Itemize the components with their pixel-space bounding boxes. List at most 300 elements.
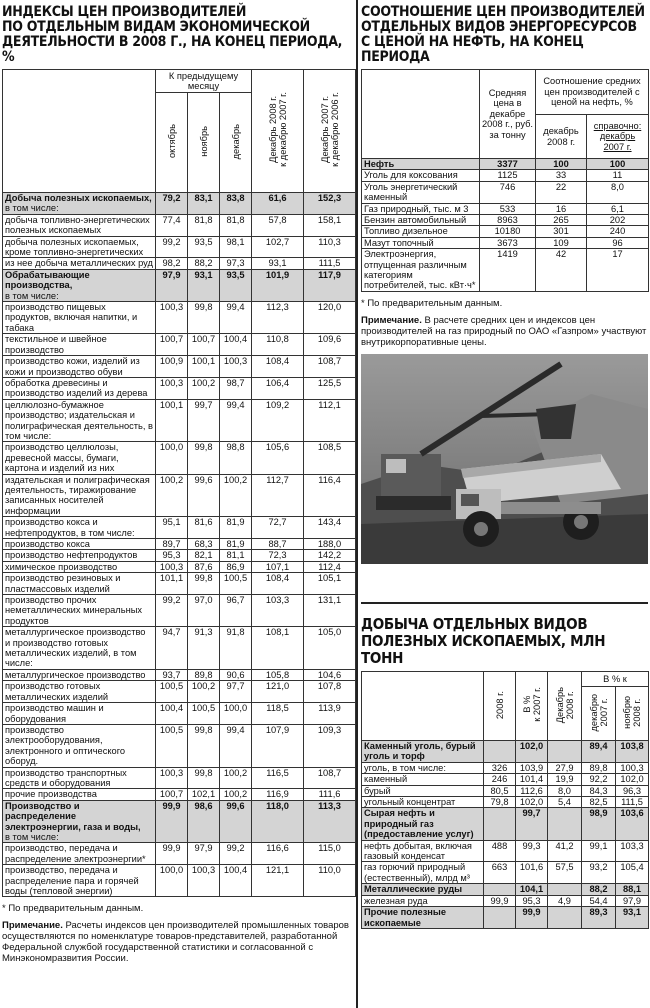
cell-value: 86,9	[220, 561, 252, 572]
cell-value: 5,4	[548, 797, 582, 808]
cell-value: 54,4	[582, 895, 616, 906]
cell-value: 99,8	[188, 302, 220, 334]
cell-value: 110,0	[304, 865, 356, 897]
cell-value: 42	[536, 249, 587, 292]
cell-value: 99,1	[582, 840, 616, 862]
table-row	[3, 517, 356, 539]
cell-value: 57,8	[252, 214, 304, 236]
header-prev-month: К предыдущему месяцу	[156, 70, 252, 93]
cell-value: 89,4	[582, 741, 616, 763]
cell-value: 95,1	[156, 517, 188, 539]
header-pct-2007: В % к 2007 г.	[516, 672, 548, 741]
header-empty	[362, 672, 484, 741]
cell-value: 88,7	[252, 539, 304, 550]
cell-value: 117,9	[304, 269, 356, 301]
cell-value: 90,6	[220, 669, 252, 680]
table-row	[3, 561, 356, 572]
cell-value: 84,3	[582, 785, 616, 796]
row-label: целлюлозно-бумажное производство; издательская и полиграфическая деятельность, в том числе:	[3, 399, 156, 442]
cell-value: 97,9	[188, 843, 220, 865]
cell-value: 81,6	[188, 517, 220, 539]
cell-value: 8,0	[587, 181, 649, 203]
mining-table	[361, 671, 649, 929]
row-label: из нее добыча металлических руд	[3, 258, 156, 269]
cell-value: 89,8	[188, 669, 220, 680]
cell-value: 97,3	[220, 258, 252, 269]
cell-value: 100,7	[156, 789, 188, 800]
table-row	[3, 214, 356, 236]
cell-value: 301	[536, 226, 587, 237]
price-index-footnote: * По предварительным данным.	[2, 903, 144, 915]
cell-value: 11	[587, 170, 649, 181]
cell-value: 93,1	[616, 907, 649, 929]
cell-value: 152,3	[304, 193, 356, 215]
cell-value: 8,0	[548, 785, 582, 796]
cell-value: 91,3	[188, 627, 220, 670]
cell-value: 103,9	[516, 762, 548, 773]
cell-value: 98,8	[220, 442, 252, 474]
row-label: Топливо дизельное	[362, 226, 480, 237]
row-label: Прочие полезные ископаемые	[362, 907, 484, 929]
row-label: бурый	[362, 785, 484, 796]
cell-value: 22	[536, 181, 587, 203]
cell-value: 88,1	[616, 884, 649, 895]
table-row	[362, 181, 649, 203]
row-label: производство целлюлозы, древесной массы, бумаги, картона и изделий из них	[3, 442, 156, 474]
row-label: металлургическое производство	[3, 669, 156, 680]
table-row	[3, 539, 356, 550]
cell-value	[484, 808, 516, 840]
cell-value	[484, 884, 516, 895]
cell-value: 103,6	[616, 808, 649, 840]
cell-value: 72,7	[252, 517, 304, 539]
row-label: Обрабатывающие производства, в том числе:	[3, 269, 156, 301]
cell-value	[548, 907, 582, 929]
section-divider	[361, 602, 648, 604]
table-row	[3, 334, 356, 356]
table-row	[3, 681, 356, 703]
table-row	[3, 236, 356, 258]
cell-value: 100,1	[188, 356, 220, 378]
row-label: Добыча полезных ископаемых, в том числе:	[3, 193, 156, 215]
cell-value: 89,8	[582, 762, 616, 773]
row-label: производство прочих неметаллических минеральных продуктов	[3, 595, 156, 627]
cell-value: 100,2	[220, 474, 252, 517]
row-label: химическое производство	[3, 561, 156, 572]
header-2008: 2008 г.	[484, 672, 516, 741]
energy-ratio-table	[361, 69, 649, 292]
cell-value: 100,0	[156, 865, 188, 897]
cell-value: 116,4	[304, 474, 356, 517]
cell-value: 100,4	[220, 865, 252, 897]
cell-value: 100,2	[220, 789, 252, 800]
cell-value: 100,0	[220, 703, 252, 725]
cell-value: 118,0	[252, 800, 304, 843]
cell-value: 100,2	[188, 377, 220, 399]
mining-title: ДОБЫЧА ОТДЕЛЬНЫХ ВИДОВ ПОЛЕЗНЫХ ИСКОПАЕМЫХ, МЛН ТОНН	[361, 615, 606, 667]
cell-value: 103,8	[616, 741, 649, 763]
cell-value: 108,7	[304, 356, 356, 378]
cell-value: 116,5	[252, 767, 304, 789]
cell-value: 102,0	[616, 774, 649, 785]
cell-value: 81,9	[220, 539, 252, 550]
row-label: Уголь энергетический каменный	[362, 181, 480, 203]
cell-value: 93,5	[220, 269, 252, 301]
cell-value: 108,1	[252, 627, 304, 670]
cell-value: 100,4	[156, 703, 188, 725]
cell-value: 111,5	[616, 797, 649, 808]
header-ref-dec-2007: справочно: декабрь 2007 г.	[587, 115, 649, 159]
cell-value: 100,9	[156, 356, 188, 378]
table-row	[3, 789, 356, 800]
table-row	[3, 669, 356, 680]
cell-value: 101,6	[516, 862, 548, 884]
energy-footnote: * По предварительным данным.	[361, 297, 503, 309]
cell-value: 108,4	[252, 573, 304, 595]
cell-value: 102,0	[516, 797, 548, 808]
cell-value: 101,4	[516, 774, 548, 785]
cell-value: 265	[536, 215, 587, 226]
cell-value: 99,4	[220, 399, 252, 442]
cell-value: 8963	[480, 215, 536, 226]
cell-value: 109,2	[252, 399, 304, 442]
cell-value	[548, 741, 582, 763]
cell-value: 99,2	[220, 843, 252, 865]
cell-value: 107,8	[304, 681, 356, 703]
cell-value: 87,6	[188, 561, 220, 572]
table-row	[362, 907, 649, 929]
table-row	[362, 884, 649, 895]
table-row	[3, 193, 356, 215]
cell-value: 109,6	[304, 334, 356, 356]
cell-value: 188,0	[304, 539, 356, 550]
cell-value: 82,5	[582, 797, 616, 808]
cell-value: 111,6	[304, 789, 356, 800]
cell-value: 113,3	[304, 800, 356, 843]
table-row	[3, 627, 356, 670]
cell-value: 105,8	[252, 669, 304, 680]
row-label: железная руда	[362, 895, 484, 906]
cell-value: 112,6	[516, 785, 548, 796]
cell-value: 100,5	[220, 573, 252, 595]
cell-value: 100,3	[156, 561, 188, 572]
cell-value: 96,7	[220, 595, 252, 627]
header-avg-price: Средняя цена в декабре 2008 г., руб. за тонну	[480, 70, 536, 159]
cell-value: 746	[480, 181, 536, 203]
cell-value: 105,6	[252, 442, 304, 474]
table-row	[362, 840, 649, 862]
cell-value: 112,1	[304, 399, 356, 442]
table-row	[362, 203, 649, 214]
cell-value	[484, 741, 516, 763]
table-row	[362, 808, 649, 840]
cell-value: 125,5	[304, 377, 356, 399]
table-row	[362, 159, 649, 170]
row-label: текстильное и швейное производство	[3, 334, 156, 356]
cell-value: 107,1	[252, 561, 304, 572]
cell-value: 111,5	[304, 258, 356, 269]
row-label: производство кокса и нефтепродуктов, в том числе:	[3, 517, 156, 539]
cell-value: 115,0	[304, 843, 356, 865]
cell-value: 79,2	[156, 193, 188, 215]
cell-value: 99,2	[156, 236, 188, 258]
table-row	[3, 377, 356, 399]
cell-value: 99,7	[516, 808, 548, 840]
cell-value: 116,6	[252, 843, 304, 865]
table-row	[3, 573, 356, 595]
energy-ratio-section	[361, 0, 648, 564]
table-row	[3, 843, 356, 865]
cell-value: 89,7	[156, 539, 188, 550]
table-row	[362, 762, 649, 773]
table-row	[3, 258, 356, 269]
cell-value: 112,4	[304, 561, 356, 572]
cell-value: 99,9	[484, 895, 516, 906]
cell-value: 102,1	[188, 789, 220, 800]
cell-value: 100,3	[156, 377, 188, 399]
cell-value: 533	[480, 203, 536, 214]
row-label: производство, передача и распределение электроэнергии*	[3, 843, 156, 865]
price-index-section	[2, 0, 355, 964]
cell-value: 142,2	[304, 550, 356, 561]
header-october: октябрь	[156, 93, 188, 193]
cell-value: 100,2	[220, 767, 252, 789]
cell-value: 100,3	[220, 356, 252, 378]
cell-value	[484, 907, 516, 929]
cell-value: 100,7	[188, 334, 220, 356]
header-dec-2006: Декабрь 2007 г. к декабрю 2006 г.	[304, 70, 356, 193]
cell-value: 107,9	[252, 724, 304, 767]
row-label: производство машин и оборудования	[3, 703, 156, 725]
cell-value: 121,0	[252, 681, 304, 703]
row-label: угольный концентрат	[362, 797, 484, 808]
header-dec-2008: Декабрь 2008 г.	[548, 672, 582, 741]
cell-value: 27,9	[548, 762, 582, 773]
row-label: обработка древесины и производство изделий из дерева	[3, 377, 156, 399]
cell-value: 158,1	[304, 214, 356, 236]
cell-value: 99,8	[188, 442, 220, 474]
mining-excavator-dump-truck-photo-icon	[361, 354, 648, 564]
cell-value: 100,3	[156, 767, 188, 789]
cell-value: 92,2	[582, 774, 616, 785]
price-index-note: Примечание. Расчеты индексов цен производителей промышленных товаров осуществляются по номенклатуре товаров-представителей, разработанной Федеральной службой государственной статистики и согласованной с Минэкономразвития России.	[2, 920, 349, 965]
cell-value: 98,9	[582, 808, 616, 840]
cell-value: 1419	[480, 249, 536, 292]
cell-value: 99,9	[156, 843, 188, 865]
cell-value: 89,3	[582, 907, 616, 929]
cell-value: 100	[536, 159, 587, 170]
cell-value: 100,3	[616, 762, 649, 773]
cell-value: 81,9	[220, 517, 252, 539]
cell-value: 99,9	[516, 907, 548, 929]
cell-value: 94,7	[156, 627, 188, 670]
price-index-title: ИНДЕКСЫ ЦЕН ПРОИЗВОДИТЕЛЕЙ ПО ОТДЕЛЬНЫМ ВИДАМ ЭКОНОМИЧЕСКОЙ ДЕЯТЕЛЬНОСТИ В 2008 Г., НА КОНЕЦ ПЕРИОДА, %	[2, 4, 343, 65]
cell-value: 100,3	[188, 865, 220, 897]
cell-value: 103,3	[252, 595, 304, 627]
table-row	[362, 170, 649, 181]
row-label: производство кокса	[3, 539, 156, 550]
row-label: нефть добытая, включая газовый конденсат	[362, 840, 484, 862]
cell-value: 99,2	[156, 595, 188, 627]
cell-value: 100,0	[156, 442, 188, 474]
row-label: добыча полезных ископаемых, кроме топливно-энергетических	[3, 236, 156, 258]
cell-value: 91,8	[220, 627, 252, 670]
table-row	[362, 741, 649, 763]
cell-value: 100	[587, 159, 649, 170]
cell-value: 100,2	[156, 474, 188, 517]
table-row	[3, 800, 356, 843]
cell-value: 33	[536, 170, 587, 181]
row-label: производство транспортных средств и оборудования	[3, 767, 156, 789]
row-label: уголь, в том числе:	[362, 762, 484, 773]
cell-value: 10180	[480, 226, 536, 237]
cell-value: 97,9	[616, 895, 649, 906]
cell-value: 101,9	[252, 269, 304, 301]
row-label: производство электрооборудования, электронного и оптического оборуд.	[3, 724, 156, 767]
energy-note: Примечание. В расчете средних цен и индексов цен производителей на газ природный по ОАО «Газпром» участвуют внутрикорпоративные цены.	[361, 314, 647, 348]
table-row	[362, 862, 649, 884]
header-december: декабрь	[220, 93, 252, 193]
cell-value: 81,8	[220, 214, 252, 236]
table-row	[3, 550, 356, 561]
row-label: Газ природный, тыс. м 3	[362, 203, 480, 214]
row-label: Металлические руды	[362, 884, 484, 895]
table-row	[362, 895, 649, 906]
table-row	[3, 474, 356, 517]
mining-section	[361, 608, 648, 929]
header-dec-2007: Декабрь 2008 г. к декабрю 2007 г.	[252, 70, 304, 193]
cell-value: 80,5	[484, 785, 516, 796]
header-empty	[362, 70, 480, 159]
header-dec-2008: декабрь 2008 г.	[536, 115, 587, 159]
row-label: Нефть	[362, 159, 480, 170]
cell-value: 100,2	[188, 681, 220, 703]
table-row	[3, 595, 356, 627]
row-label: Мазут топочный	[362, 237, 480, 248]
cell-value: 83,8	[220, 193, 252, 215]
cell-value: 112,3	[252, 302, 304, 334]
mining-photo	[361, 354, 648, 564]
table-row	[362, 785, 649, 796]
row-label: Производство и распределение электроэнергии, газа и воды, в том числе:	[3, 800, 156, 843]
cell-value: 100,5	[156, 681, 188, 703]
table-row	[362, 797, 649, 808]
cell-value: 81,8	[188, 214, 220, 236]
cell-value: 100,3	[156, 302, 188, 334]
table-row	[362, 237, 649, 248]
cell-value	[548, 808, 582, 840]
cell-value: 105,4	[616, 862, 649, 884]
cell-value: 3673	[480, 237, 536, 248]
row-label: Уголь для коксования	[362, 170, 480, 181]
cell-value: 98,2	[156, 258, 188, 269]
cell-value: 105,0	[304, 627, 356, 670]
cell-value: 99,8	[188, 724, 220, 767]
row-label: Сырая нефть и природный газ (предоставление услуг)	[362, 808, 484, 840]
table-row	[362, 215, 649, 226]
cell-value: 95,3	[516, 895, 548, 906]
cell-value: 109	[536, 237, 587, 248]
cell-value: 104,6	[304, 669, 356, 680]
cell-value: 82,1	[188, 550, 220, 561]
table-row	[3, 302, 356, 334]
cell-value: 98,6	[188, 800, 220, 843]
cell-value: 99,3	[516, 840, 548, 862]
row-label: производство, передача и распределение пара и горячей воды (тепловой энергии)	[3, 865, 156, 897]
cell-value: 112,7	[252, 474, 304, 517]
cell-value: 131,1	[304, 595, 356, 627]
cell-value: 100,5	[156, 724, 188, 767]
cell-value: 326	[484, 762, 516, 773]
cell-value: 41,2	[548, 840, 582, 862]
row-label: Бензин автомобильный	[362, 215, 480, 226]
cell-value: 19,9	[548, 774, 582, 785]
cell-value: 96	[587, 237, 649, 248]
cell-value: 93,5	[188, 236, 220, 258]
cell-value: 202	[587, 215, 649, 226]
row-label: производство кожи, изделий из кожи и производство обуви	[3, 356, 156, 378]
cell-value: 113,9	[304, 703, 356, 725]
column-divider	[356, 0, 358, 1008]
table-row	[362, 226, 649, 237]
cell-value: 57,5	[548, 862, 582, 884]
header-ratio: Соотношение средних цен производителей с ценой на нефть, %	[536, 70, 649, 115]
cell-value: 97,7	[220, 681, 252, 703]
row-label: издательская и полиграфическая деятельность, тиражирование записанных носителей информации	[3, 474, 156, 517]
cell-value: 79,8	[484, 797, 516, 808]
energy-ratio-title: СООТНОШЕНИЕ ЦЕН ПРОИЗВОДИТЕЛЕЙ ОТДЕЛЬНЫХ ВИДОВ ЭНЕРГОРЕСУРСОВ С ЦЕНОЙ НА НЕФТЬ, НА КОНЕЦ ПЕРИОДА	[361, 4, 645, 65]
cell-value: 110,8	[252, 334, 304, 356]
row-label: добыча топливно-энергетических полезных ископаемых	[3, 214, 156, 236]
table-row	[3, 442, 356, 474]
cell-value: 102,7	[252, 236, 304, 258]
cell-value: 240	[587, 226, 649, 237]
cell-value: 101,1	[156, 573, 188, 595]
table-row	[3, 724, 356, 767]
cell-value: 103,3	[616, 840, 649, 862]
cell-value: 16	[536, 203, 587, 214]
cell-value: 97,0	[188, 595, 220, 627]
cell-value: 99,8	[188, 573, 220, 595]
cell-value: 100,1	[156, 399, 188, 442]
cell-value: 17	[587, 249, 649, 292]
cell-value: 99,7	[188, 399, 220, 442]
table-row	[362, 774, 649, 785]
cell-value: 246	[484, 774, 516, 785]
cell-value: 99,6	[220, 800, 252, 843]
cell-value: 98,7	[220, 377, 252, 399]
cell-value: 81,1	[220, 550, 252, 561]
row-label: прочие производства	[3, 789, 156, 800]
price-index-table	[2, 69, 356, 897]
cell-value: 99,9	[156, 800, 188, 843]
cell-value: 68,3	[188, 539, 220, 550]
cell-value: 72,3	[252, 550, 304, 561]
cell-value: 143,4	[304, 517, 356, 539]
row-label: производство резиновых и пластмассовых изделий	[3, 573, 156, 595]
cell-value: 663	[484, 862, 516, 884]
row-label: металлургическое производство и производство готовых металлических изделий, в том числе:	[3, 627, 156, 670]
cell-value: 93,2	[582, 862, 616, 884]
cell-value: 97,9	[156, 269, 188, 301]
cell-value: 98,1	[220, 236, 252, 258]
cell-value: 118,5	[252, 703, 304, 725]
table-row	[3, 767, 356, 789]
cell-value: 488	[484, 840, 516, 862]
header-november: ноябрь	[188, 93, 220, 193]
cell-value: 100,5	[188, 703, 220, 725]
cell-value: 61,6	[252, 193, 304, 215]
